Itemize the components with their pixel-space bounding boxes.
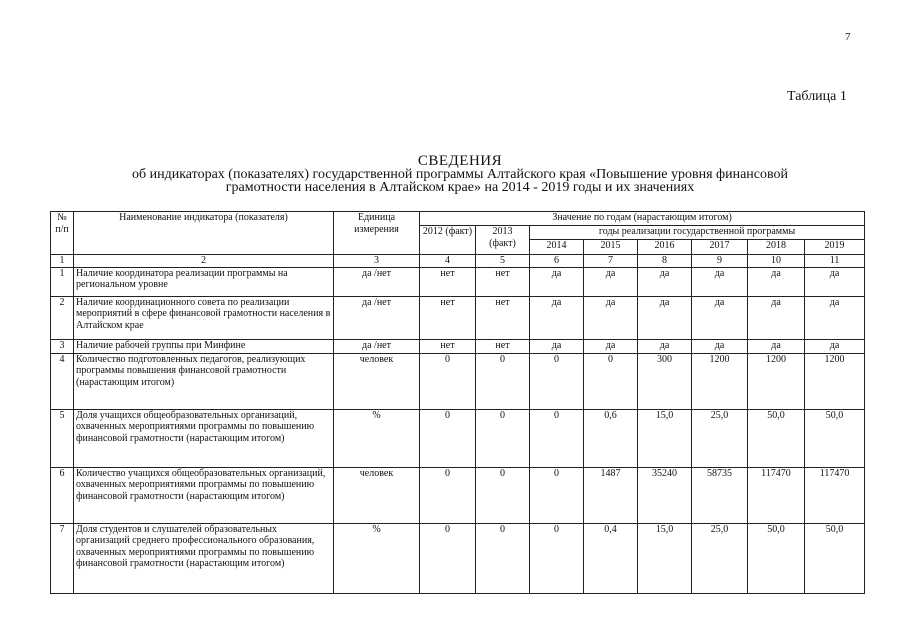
- row-number: 7: [51, 523, 74, 593]
- unit: человек: [334, 353, 420, 409]
- header-year: 2017: [692, 240, 748, 255]
- header-unit: Единица измерения: [334, 212, 420, 255]
- column-number: 11: [805, 255, 865, 268]
- value-cell: 0,6: [584, 409, 638, 467]
- value-cell: 0: [476, 353, 530, 409]
- value-cell: 0: [420, 353, 476, 409]
- value-cell: да: [748, 339, 805, 353]
- column-number: 7: [584, 255, 638, 268]
- value-cell: 1200: [805, 353, 865, 409]
- header-year: 2016: [638, 240, 692, 255]
- column-number: 4: [420, 255, 476, 268]
- value-cell: 50,0: [805, 409, 865, 467]
- value-cell: да: [584, 339, 638, 353]
- header-name: Наименование индикатора (показателя): [74, 212, 334, 255]
- value-cell: 25,0: [692, 523, 748, 593]
- column-number: 9: [692, 255, 748, 268]
- unit: %: [334, 409, 420, 467]
- value-cell: 117470: [805, 467, 865, 523]
- table-body: [51, 267, 865, 593]
- unit: человек: [334, 467, 420, 523]
- value-cell: да: [692, 339, 748, 353]
- column-number: 3: [334, 255, 420, 268]
- header-values: Значение по годам (нарастающим итогом): [420, 212, 865, 226]
- table-row: [51, 339, 865, 353]
- column-number: 5: [476, 255, 530, 268]
- indicator-name: Наличие координатора реализации программы на региональном уровне: [74, 267, 334, 296]
- value-cell: 0: [530, 467, 584, 523]
- value-cell: да: [638, 339, 692, 353]
- table-label: Таблица 1: [787, 89, 847, 104]
- indicators-table: [50, 211, 865, 594]
- indicator-name: Количество учащихся общеобразовательных организаций, охваченных мероприятиями программы по повышению финансовой грамотности (нарастающим итогом): [74, 467, 334, 523]
- value-cell: 300: [638, 353, 692, 409]
- value-cell: 1200: [692, 353, 748, 409]
- value-cell: 0,4: [584, 523, 638, 593]
- value-cell: да: [638, 296, 692, 339]
- page-number: 7: [845, 31, 851, 43]
- value-cell: нет: [476, 267, 530, 296]
- indicator-name: Количество подготовленных педагогов, реализующих программы повышения финансовой грамотности (нарастающим итогом): [74, 353, 334, 409]
- value-cell: 58735: [692, 467, 748, 523]
- header-year: 2014: [530, 240, 584, 255]
- value-cell: 0: [420, 523, 476, 593]
- indicator-name: Наличие координационного совета по реализации мероприятий в сфере финансовой грамотности населения в Алтайском крае: [74, 296, 334, 339]
- value-cell: нет: [420, 296, 476, 339]
- title-line-1: об индикаторах (показателях) государственной программы Алтайского края «Повышение уровня финансовой: [131, 167, 788, 182]
- value-cell: 50,0: [748, 523, 805, 593]
- value-cell: да: [748, 267, 805, 296]
- unit: да /нет: [334, 267, 420, 296]
- value-cell: 117470: [748, 467, 805, 523]
- value-cell: 0: [530, 353, 584, 409]
- value-cell: да: [805, 339, 865, 353]
- column-number: 6: [530, 255, 584, 268]
- value-cell: да: [530, 296, 584, 339]
- table-row: [51, 267, 865, 296]
- header-year: 2019: [805, 240, 865, 255]
- value-cell: нет: [476, 339, 530, 353]
- value-cell: 1200: [748, 353, 805, 409]
- value-cell: 15,0: [638, 523, 692, 593]
- value-cell: 25,0: [692, 409, 748, 467]
- column-number: 8: [638, 255, 692, 268]
- unit: да /нет: [334, 339, 420, 353]
- indicator-name: Наличие рабочей группы при Минфине: [74, 339, 334, 353]
- value-cell: да: [584, 296, 638, 339]
- header-year: 2018: [748, 240, 805, 255]
- value-cell: 0: [420, 467, 476, 523]
- column-number: 10: [748, 255, 805, 268]
- value-cell: 0: [476, 467, 530, 523]
- value-cell: да: [692, 296, 748, 339]
- value-cell: 50,0: [805, 523, 865, 593]
- value-cell: да: [692, 267, 748, 296]
- header-implementation: годы реализации государственной программы: [530, 226, 865, 240]
- value-cell: 15,0: [638, 409, 692, 467]
- value-cell: да: [748, 296, 805, 339]
- value-cell: нет: [420, 267, 476, 296]
- value-cell: 0: [584, 353, 638, 409]
- column-number: 1: [51, 255, 74, 268]
- value-cell: 35240: [638, 467, 692, 523]
- value-cell: да: [530, 267, 584, 296]
- document-title: [60, 155, 860, 194]
- table-row: [51, 296, 865, 339]
- table-row: [51, 523, 865, 593]
- value-cell: 0: [420, 409, 476, 467]
- value-cell: да: [638, 267, 692, 296]
- value-cell: нет: [420, 339, 476, 353]
- header-2012: 2012 (факт): [420, 226, 476, 255]
- row-number: 1: [51, 267, 74, 296]
- indicator-name: Доля учащихся общеобразовательных организаций, охваченных мероприятиями программы по повышению финансовой грамотности (нарастающим итогом): [74, 409, 334, 467]
- value-cell: нет: [476, 296, 530, 339]
- column-number: 2: [74, 255, 334, 268]
- row-number: 2: [51, 296, 74, 339]
- table-row: [51, 467, 865, 523]
- value-cell: да: [530, 339, 584, 353]
- unit: да /нет: [334, 296, 420, 339]
- title-line-2: грамотности населения в Алтайском крае» на 2014 - 2019 годы и их значениях: [225, 180, 695, 195]
- row-number: 5: [51, 409, 74, 467]
- indicator-name: Доля студентов и слушателей образовательных организаций среднего профессионального образования, охваченных мероприятиями программы по повышению финансовой грамотности (нарастающим итогом): [74, 523, 334, 593]
- value-cell: 0: [476, 523, 530, 593]
- row-number: 3: [51, 339, 74, 353]
- value-cell: 1487: [584, 467, 638, 523]
- value-cell: 0: [476, 409, 530, 467]
- header-2013: 2013 (факт): [476, 226, 530, 255]
- value-cell: 50,0: [748, 409, 805, 467]
- unit: %: [334, 523, 420, 593]
- title-main: СВЕДЕНИЯ: [417, 153, 503, 169]
- value-cell: 0: [530, 409, 584, 467]
- table-row: [51, 353, 865, 409]
- row-number: 4: [51, 353, 74, 409]
- table-row: [51, 409, 865, 467]
- row-number: 6: [51, 467, 74, 523]
- header-year: 2015: [584, 240, 638, 255]
- column-numbers-row: [51, 255, 865, 268]
- value-cell: 0: [530, 523, 584, 593]
- value-cell: да: [584, 267, 638, 296]
- header-num: № п/п: [51, 212, 74, 255]
- value-cell: да: [805, 267, 865, 296]
- value-cell: да: [805, 296, 865, 339]
